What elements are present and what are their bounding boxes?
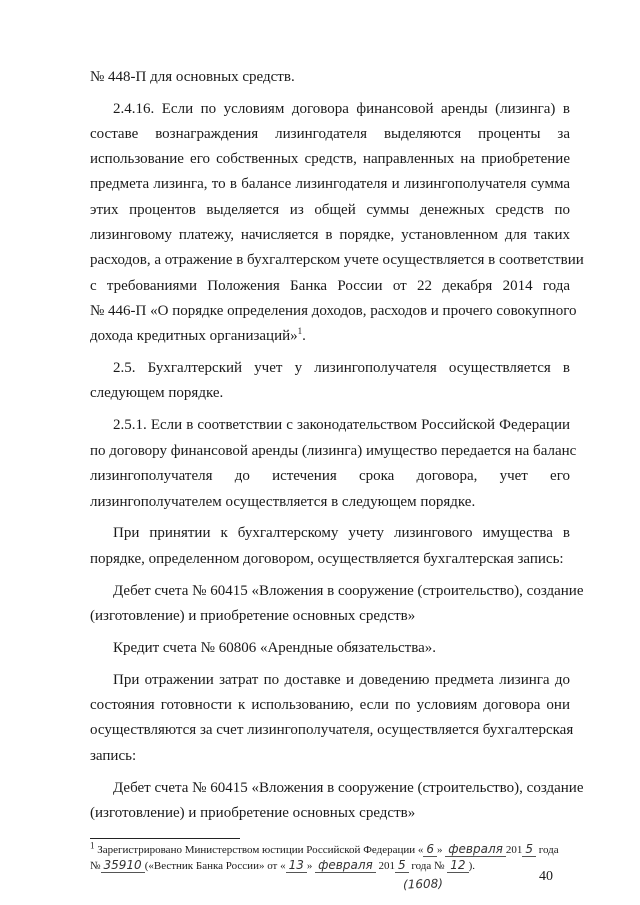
- footnote-divider: [90, 838, 240, 839]
- text-line: лизинговому платежу, начисляется в порядке, установленном для таких: [90, 227, 570, 243]
- text-line: следующем порядке.: [90, 385, 224, 401]
- handwritten-month: февраля: [315, 858, 376, 873]
- text-line-with-footnote: дохода кредитных организаций»$^1$.: [90, 326, 306, 344]
- footnote-marker: 1: [90, 840, 95, 851]
- footnote-line-2: [90, 858, 550, 873]
- footnote-text: Зарегистрировано Министерством юстиции Российской Федерации «: [97, 844, 424, 856]
- handwritten-issue-number: 12: [447, 858, 468, 873]
- text-line: Кредит счета № 60806 «Арендные обязательства».: [113, 640, 437, 656]
- footnote-text: 201: [505, 844, 523, 856]
- text-line: использование его собственных средств, направленных на приобретение: [90, 151, 570, 167]
- text-line: этих процентов выделяется из общей суммы денежных средств по: [90, 202, 570, 218]
- text-line: 2.5. Бухгалтерский учет у лизингополучателя осуществляется в: [113, 360, 570, 376]
- text-line: лизингополучателя до истечения срока договора, учет его: [90, 468, 570, 484]
- text-line: (изготовление) и приобретение основных средств»: [90, 805, 416, 821]
- text-line: состояния готовности к использованию, если по условиям договора они: [90, 697, 570, 713]
- text-line: Дебет счета № 60415 «Вложения в сооружение (строительство), создание: [113, 583, 584, 599]
- footnote-text: »: [437, 844, 443, 856]
- text-line: 2.5.1. Если в соответствии с законодательством Российской Федерации: [113, 417, 570, 433]
- handwritten-day: 6: [423, 842, 437, 857]
- handwritten-reference-number: (1608): [402, 876, 444, 892]
- text-line: с требованиями Положения Банка России от 22 декабря 2014 года: [90, 278, 570, 294]
- text-line: лизингополучателем осуществляется в следующем порядке.: [90, 494, 476, 510]
- handwritten-year: 5: [522, 842, 536, 857]
- text-line: порядке, определенном договором, осуществляется бухгалтерская запись:: [90, 551, 564, 567]
- page-number: 40: [539, 869, 553, 884]
- text-line: При принятии к бухгалтерскому учету лизингового имущества в: [113, 525, 570, 541]
- text-line: запись:: [90, 748, 137, 764]
- handwritten-day: 13: [286, 858, 307, 873]
- text-line: по договору финансовой аренды (лизинга) имущество передается на баланс: [90, 443, 577, 459]
- text-line: предмета лизинга, то в балансе лизингодателя и лизингополучателя сумма: [90, 176, 570, 192]
- footnote-text: («Вестник Банка России» от «: [144, 860, 286, 872]
- handwritten-year: 5: [395, 858, 409, 873]
- footnote-text: года №: [411, 860, 445, 872]
- text-line: расходов, а отражение в бухгалтерском учете осуществляется в соответствии: [90, 252, 584, 268]
- footnote-text: »: [306, 860, 313, 872]
- text-line: осуществляются за счет лизингополучателя, осуществляется бухгалтерская: [90, 722, 574, 738]
- text-line: При отражении затрат по доставке и доведению предмета лизинга до: [113, 672, 570, 688]
- footnote-line-1: [90, 840, 559, 857]
- footnote-text: года: [538, 844, 559, 856]
- text-line: Дебет счета № 60415 «Вложения в сооружение (строительство), создание: [113, 780, 584, 796]
- text-line: 2.4.16. Если по условиям договора финансовой аренды (лизинга) в: [113, 101, 570, 117]
- handwritten-registration-number: 35910: [101, 858, 145, 873]
- text-line: составе вознаграждения лизингодателя выделяются проценты за: [90, 126, 570, 142]
- footnote-reference: 1: [297, 326, 303, 336]
- text-line: дохода кредитных организаций»: [90, 328, 298, 344]
- footnote-text: 201: [378, 860, 395, 872]
- text-line: (изготовление) и приобретение основных средств»: [90, 608, 416, 624]
- text-line: № 446-П «О порядке определения доходов, расходов и прочего совокупного: [90, 303, 577, 319]
- handwritten-month: февраля: [445, 842, 506, 857]
- footnote-text: ).: [468, 860, 475, 872]
- text-line: № 448-П для основных средств.: [90, 69, 295, 85]
- footnote-text: №: [90, 860, 101, 872]
